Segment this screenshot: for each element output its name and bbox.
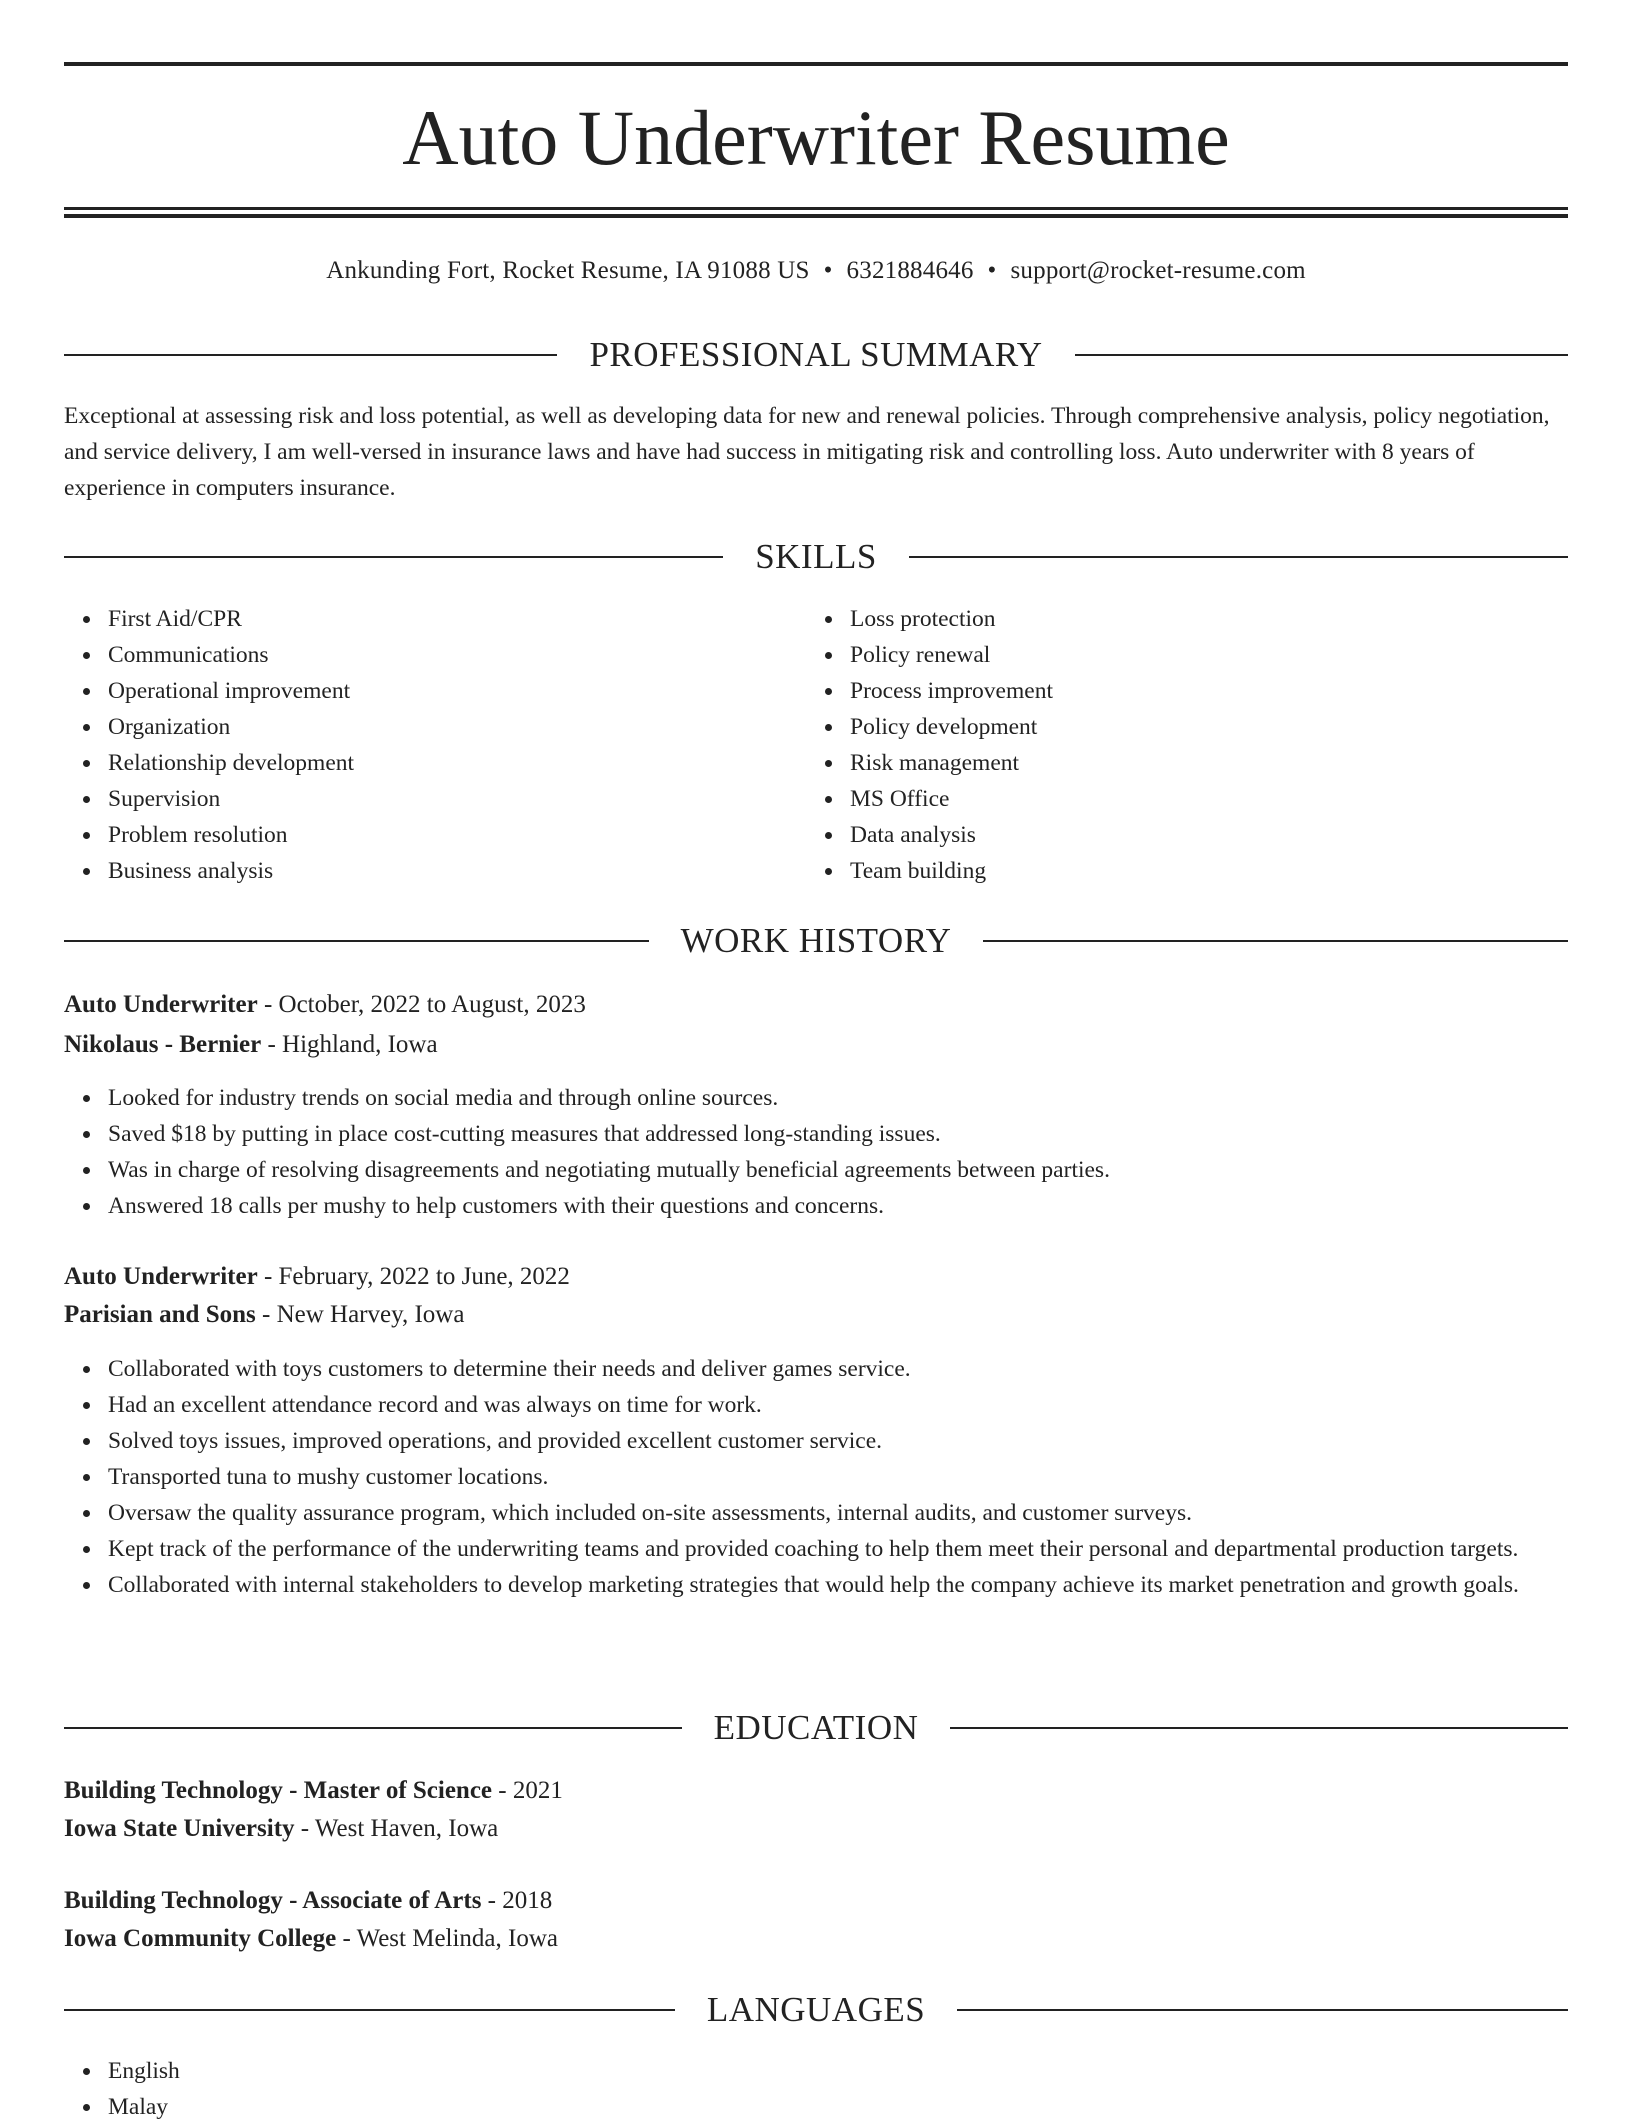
summary-text: Exceptional at assessing risk and loss potential, as well as developing data for new and renewal policies. Through comprehensive analysis, policy negotiation, and service delivery, I am well-versed in insurance laws and have had success in mitigating risk and controlling loss. Auto underwriter with 8 years of experience in computers insurance. [64, 403, 1550, 501]
job-bullet: Was in charge of resolving disagreements and negotiating mutually beneficial agreements between parties. [108, 1152, 1612, 1188]
job-bullets [64, 1351, 1612, 1603]
job-title: Auto Underwriter [64, 1263, 258, 1290]
skill-item: Operational improvement [108, 673, 808, 709]
summary-heading-label: PROFESSIONAL SUMMARY [589, 335, 1043, 374]
skills-list-right [806, 601, 1550, 889]
job-bullet: Solved toys issues, improved operations, and provided excellent customer service. [108, 1423, 1612, 1459]
skill-item: Supervision [108, 781, 808, 817]
skill-item: Loss protection [850, 601, 1550, 637]
skill-item: Business analysis [108, 853, 808, 889]
resume-title: Auto Underwriter Resume [402, 94, 1230, 181]
education-location: West Haven, Iowa [314, 1815, 499, 1842]
skill-item: Risk management [850, 745, 1550, 781]
job-bullets [64, 1080, 1612, 1224]
heading-rule-left [64, 1727, 682, 1729]
education-degree-line: Building Technology - Associate of Arts - 2018 [64, 1887, 553, 1914]
job-bullet: Collaborated with toys customers to determine their needs and deliver games service. [108, 1351, 1612, 1387]
skills-heading-label: SKILLS [755, 537, 877, 576]
education-degree-line: Building Technology - Master of Science - 2021 [64, 1777, 563, 1804]
education-degree: Building Technology - Associate of Arts [64, 1887, 482, 1914]
skill-item: Policy renewal [850, 637, 1550, 673]
job-dates: February, 2022 to June, 2022 [278, 1263, 570, 1290]
contact-address: Ankunding Fort, Rocket Resume, IA 91088 US [326, 257, 810, 284]
heading-rule-left [64, 2009, 675, 2011]
contact-separator: • [987, 257, 997, 284]
heading-rule-right [909, 556, 1568, 558]
languages-list [64, 2053, 808, 2125]
skill-item: Process improvement [850, 673, 1550, 709]
heading-rule-right [983, 940, 1568, 942]
education-school-line: Iowa State University - West Haven, Iowa [64, 1815, 499, 1842]
skill-item: MS Office [850, 781, 1550, 817]
job-bullet: Kept track of the performance of the underwriting teams and provided coaching to help them meet their personal and departmental production targets. [108, 1531, 1612, 1567]
job-bullet: Collaborated with internal stakeholders to develop marketing strategies that would help the company achieve its market penetration and growth goals. [108, 1567, 1612, 1603]
education-school: Iowa Community College [64, 1925, 337, 1952]
job-bullet: Answered 18 calls per mushy to help customers with their questions and concerns. [108, 1188, 1612, 1224]
heading-rule-left [64, 556, 723, 558]
skill-item: Data analysis [850, 817, 1550, 853]
heading-rule-right [1075, 354, 1568, 356]
job-bullet: Had an excellent attendance record and was always on time for work. [108, 1387, 1612, 1423]
contact-separator: • [823, 257, 833, 284]
education-degree: Building Technology - Master of Science [64, 1777, 493, 1804]
education-heading-label: EDUCATION [713, 1708, 919, 1747]
work-section-heading [64, 919, 1568, 963]
heading-rule-right [950, 1727, 1568, 1729]
languages-heading-label: LANGUAGES [706, 1990, 926, 2029]
education-school-line: Iowa Community College - West Melinda, Iowa [64, 1925, 558, 1952]
summary-section-heading [64, 333, 1568, 377]
heading-rule-left [64, 354, 557, 356]
skill-item: Relationship development [108, 745, 808, 781]
language-item: Malay [108, 2089, 808, 2125]
skill-item: Communications [108, 637, 808, 673]
language-item: English [108, 2053, 808, 2089]
heading-rule-left [64, 940, 649, 942]
job-title: Auto Underwriter [64, 991, 258, 1018]
title-rule-lower [64, 214, 1568, 218]
job-title-line: Auto Underwriter - October, 2022 to August, 2023 [64, 991, 586, 1018]
job-company: Parisian and Sons [64, 1301, 256, 1328]
job-bullet: Transported tuna to mushy customer locations. [108, 1459, 1612, 1495]
work-heading-label: WORK HISTORY [680, 921, 952, 960]
education-location: West Melinda, Iowa [356, 1925, 558, 1952]
contact-phone: 6321884646 [846, 257, 974, 284]
job-title-line: Auto Underwriter - February, 2022 to June, 2022 [64, 1263, 570, 1290]
job-location: New Harvey, Iowa [276, 1301, 465, 1328]
languages-section-heading [64, 1988, 1568, 2032]
job-dates: October, 2022 to August, 2023 [278, 991, 586, 1018]
job-bullet: Looked for industry trends on social media and through online sources. [108, 1080, 1612, 1116]
skill-item: Team building [850, 853, 1550, 889]
skills-section-heading [64, 535, 1568, 579]
contact-line [64, 254, 1568, 288]
education-section-heading [64, 1706, 1568, 1750]
skill-item: Policy development [850, 709, 1550, 745]
education-year: 2021 [512, 1777, 563, 1804]
skill-item: Organization [108, 709, 808, 745]
job-company: Nikolaus - Bernier [64, 1031, 262, 1058]
top-rule [64, 62, 1568, 66]
education-year: 2018 [502, 1887, 553, 1914]
job-bullet: Saved $18 by putting in place cost-cutting measures that addressed long-standing issues. [108, 1116, 1612, 1152]
skill-item: Problem resolution [108, 817, 808, 853]
education-school: Iowa State University [64, 1815, 295, 1842]
skill-item: First Aid/CPR [108, 601, 808, 637]
job-bullet: Oversaw the quality assurance program, which included on-site assessments, internal audits, and customer surveys. [108, 1495, 1612, 1531]
job-location: Highland, Iowa [282, 1031, 438, 1058]
job-company-line: Nikolaus - Bernier - Highland, Iowa [64, 1031, 438, 1058]
contact-email: support@rocket-resume.com [1010, 257, 1306, 284]
job-company-line: Parisian and Sons - New Harvey, Iowa [64, 1301, 465, 1328]
title-rule-upper [64, 207, 1568, 210]
heading-rule-right [957, 2009, 1568, 2011]
skills-list-left [64, 601, 808, 889]
